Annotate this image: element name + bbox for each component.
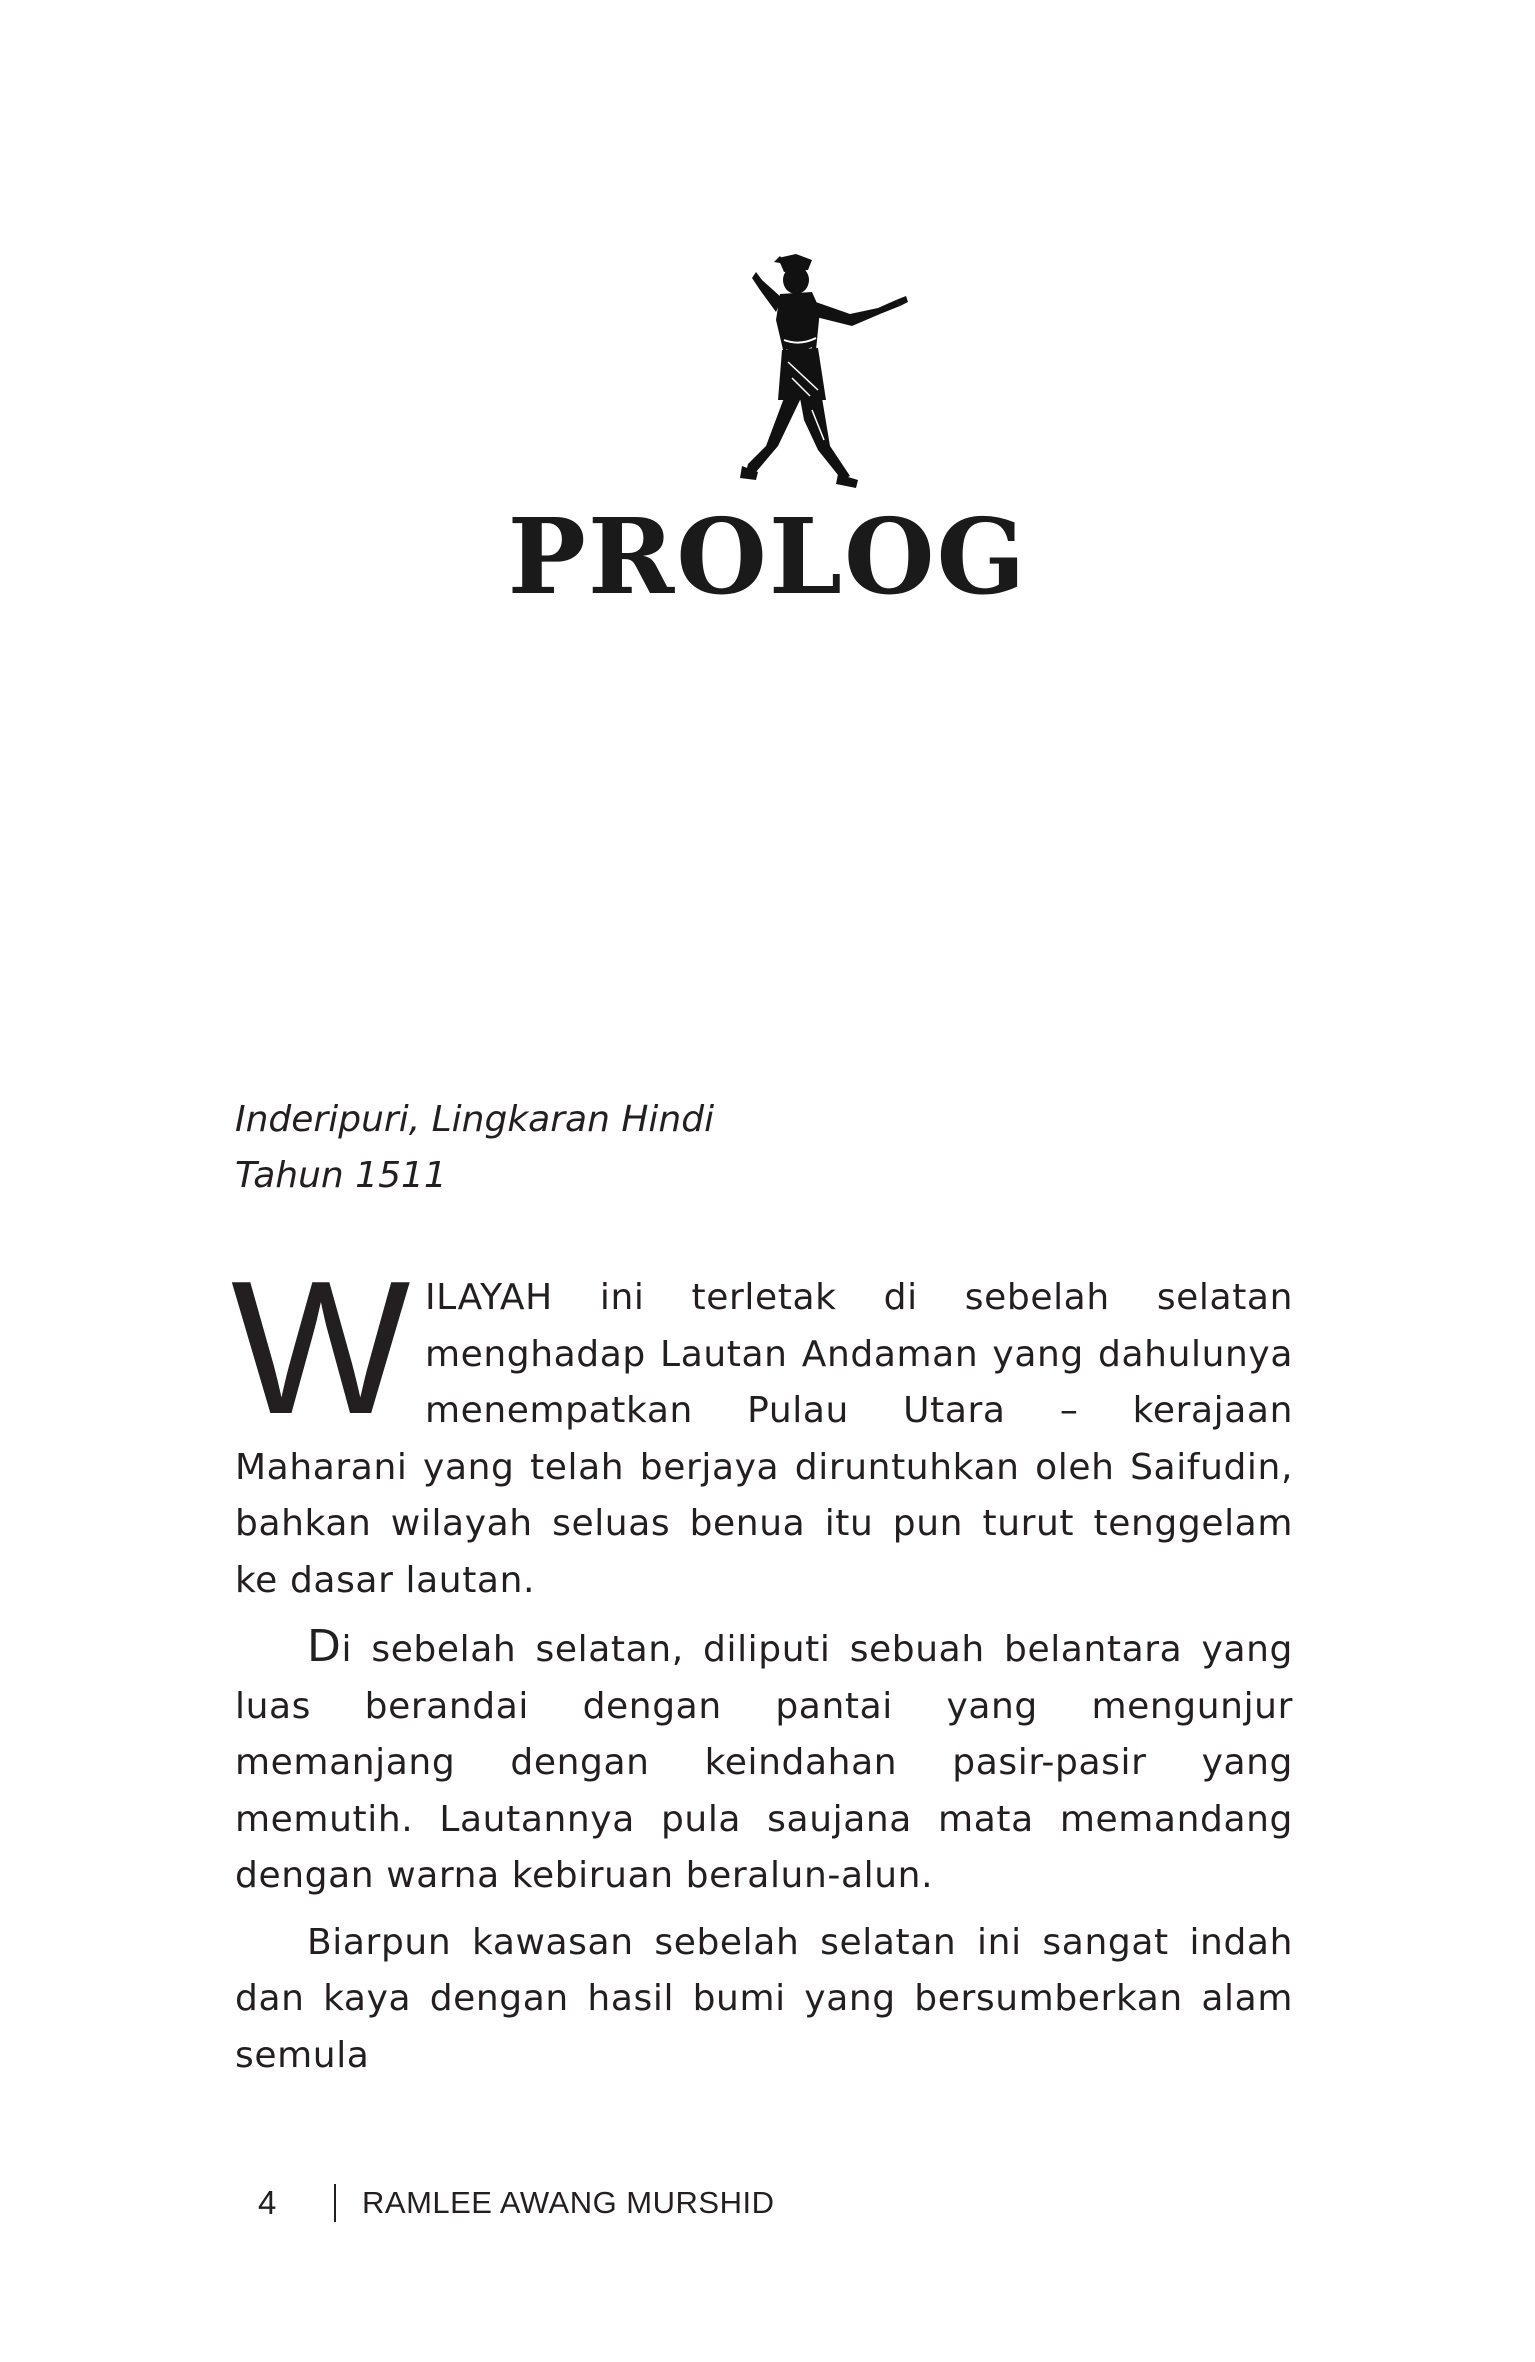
paragraph-2-lead: D: [307, 1621, 342, 1672]
drop-cap: W: [231, 1242, 411, 1454]
setting-place: Inderipuri, Lingkaran Hindi: [235, 1099, 715, 1140]
footer-divider: [334, 2184, 336, 2222]
paragraph-3: Biarpun kawasan sebelah selatan ini sangat indah dan kaya dengan hasil bumi yang bersumberkan alam semula: [235, 1921, 1293, 2076]
paragraph-2: [235, 1619, 1293, 1905]
paragraph-2-text: i sebelah selatan, diliputi sebuah belantara yang luas berandai dengan pantai yang mengunjur memanjang dengan keindahan pasir-pasir yang memutih. Lautannya pula saujana mata memandang dengan warna kebiruan beralun-alun.: [235, 1629, 1293, 1896]
setting-year: Tahun 1511: [235, 1155, 447, 1196]
chapter-title: PROLOG: [507, 495, 1028, 618]
author-name: RAMLEE AWANG MURSHID: [362, 2185, 775, 2220]
setting-caption: [235, 1092, 1295, 1204]
silat-dancer-silhouette-icon: [700, 250, 910, 495]
page-footer: [258, 2180, 774, 2226]
page-number: 4: [258, 2184, 277, 2221]
paragraph-1: [231, 1242, 1293, 1609]
body-text: [231, 1242, 1293, 2094]
paragraph-1-text: ILAYAH ini terletak di sebelah selatan menghadap Lautan Andaman yang dahulunya menempatkan Pulau Utara – kerajaan Maharani yang telah berjaya diruntuhkan oleh Saifudin, bahkan wilayah seluas benua itu pun turut tenggelam ke dasar lautan.: [235, 1277, 1293, 1601]
